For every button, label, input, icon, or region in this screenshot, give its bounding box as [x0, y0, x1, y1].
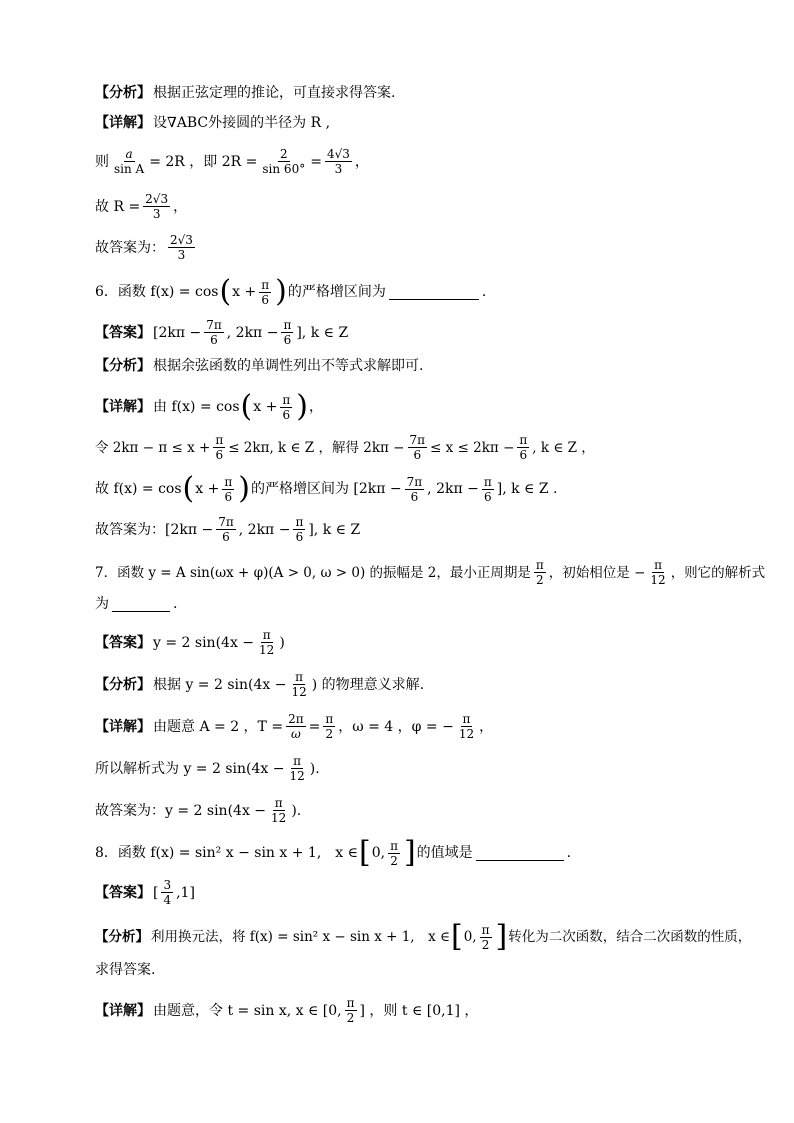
fraction: $\frac{7\pi}{6}$ — [409, 433, 426, 462]
answer-blank — [476, 846, 564, 861]
conclusion-6: 故 f(x) = cos ( x + $\frac{\pi}{6}$ ) 的严格增区间为 [2kπ − $\frac{7\pi}{6}$ , 2kπ − $\frac{\pi}{6}$ ], k ∈ Z . — [95, 471, 558, 506]
fraction: $\frac{\pi}{6}$ — [215, 433, 224, 462]
fraction: $\frac{\pi}{2}$ — [390, 838, 398, 868]
detail-tag: 【详解】 — [95, 1002, 151, 1019]
fraction: $\frac{\pi}{12}$ — [650, 558, 666, 587]
fraction: $\frac{\pi}{6}$ — [483, 474, 492, 504]
analysis-tag: 【分析】 — [95, 676, 151, 693]
fraction: $\frac{7\pi}{6}$ — [206, 318, 222, 347]
answer-tag: 【答案】 — [95, 884, 151, 901]
answer-tag: 【答案】 — [95, 324, 151, 341]
fraction: $\frac{\pi}{12}$ — [458, 712, 475, 741]
analysis-8-cont: 求得答案. — [95, 962, 156, 978]
question-6: 6．函数 f(x) = cos ( x + $\frac{\pi}{6}$ ) 的严格增区间为 . — [95, 274, 487, 309]
fraction: $\frac{\pi}{2}$ — [535, 558, 544, 587]
analysis-tag: 【分析】 — [95, 85, 151, 101]
answer-6: 【答案】 [2kπ − $\frac{7\pi}{6}$ , 2kπ − $\frac{\pi}{6}$ ], k ∈ Z — [95, 318, 349, 347]
answer-tag: 【答案】 — [95, 634, 151, 651]
question-7: 7．函数 y = A sin(ωx + φ)(A > 0, ω > 0) 的振幅是 2，最小正周期是 $\frac{\pi}{2}$ ，初始相位是 − $\frac{\pi}{12}$ ，则它的解析式 — [95, 558, 766, 587]
fraction: $\frac{\pi}{2}$ — [481, 922, 490, 952]
analysis-line-5: 【分析】 根据正弦定理的推论，可直接求得答案. — [95, 85, 396, 101]
formula-line-radius: 则 $\frac{a}{\text{sin A}}$ = 2R ，即 2R = $\frac{2}{\sin 60^\circ}$ = $\frac{4√3}{3}$ ， — [95, 147, 369, 176]
fraction: $\frac{2\pi}{\omega}$ — [288, 712, 304, 741]
detail-7: 【详解】 由题意 A = 2 ，T = $\frac{2\pi}{\omega}$ = $\frac{\pi}{2}$ ，ω = 4 ，φ = − $\frac{\pi}{12}$ ， — [95, 712, 494, 741]
fraction: $\frac{\pi}{12}$ — [259, 628, 275, 657]
fraction: $\frac{\pi}{2}$ — [325, 712, 334, 741]
fraction: $\frac{2√3}{3}$ — [170, 233, 193, 262]
fraction: $\frac{\pi}{6}$ — [261, 277, 270, 307]
fraction: $\frac{3}{4}$ — [163, 878, 172, 907]
question-8: 8．函数 f(x) = sin² x − sin x + 1, x ∈ [ 0, $\frac{\pi}{2}$ ] 的值域是 . — [95, 835, 572, 870]
detail-6: 【详解】 由 f(x) = cos ( x + $\frac{\pi}{6}$ ) ， — [95, 389, 323, 424]
answer-7: 【答案】 y = 2 sin(4x − $\frac{\pi}{12}$ ) — [95, 628, 285, 657]
fraction: $\frac{\pi}{12}$ — [271, 796, 287, 825]
fraction: $\frac{\pi}{12}$ — [291, 670, 307, 699]
analysis-tag: 【分析】 — [95, 358, 151, 374]
analysis-6: 【分析】 根据余弦函数的单调性列出不等式求解即可. — [95, 358, 424, 374]
radius-result-line: 故 R = $\frac{2√3}{3}$ ， — [95, 192, 188, 221]
final-answer-7: 故答案为：y = 2 sin(4x − $\frac{\pi}{12}$ ). — [95, 796, 302, 825]
fraction: $\frac{\pi}{6}$ — [519, 433, 528, 462]
inequality-6: 令 2kπ − π ≤ x + $\frac{\pi}{6}$ ≤ 2kπ, k ∈ Z ，解得 2kπ − $\frac{7\pi}{6}$ ≤ x ≤ 2kπ − $\frac{\pi}{6}$ , k ∈ Z ， — [95, 433, 595, 462]
detail-tag: 【详解】 — [95, 399, 151, 415]
fraction: $\frac{\pi}{6}$ — [282, 392, 291, 422]
answer-line-5: 故答案为： $\frac{2√3}{3}$ — [95, 233, 193, 262]
fraction: $\frac{2}{\sin 60^\circ}$ — [262, 147, 306, 176]
detail-line-5: 【详解】 设∇ABC外接圆的半径为 R , — [95, 115, 331, 131]
analysis-8: 【分析】 利用换元法，将 f(x) = sin² x − sin x + 1, x ∈ [ 0, $\frac{\pi}{2}$ ] 转化为二次函数，结合二次函数的性质， — [95, 919, 752, 954]
result-7: 所以解析式为 y = 2 sin(4x − $\frac{\pi}{12}$ ). — [95, 754, 320, 783]
answer-blank — [389, 285, 479, 300]
fraction: $\frac{7\pi}{6}$ — [218, 515, 234, 544]
final-answer-6: 故答案为：[2kπ − $\frac{7\pi}{6}$ , 2kπ − $\frac{\pi}{6}$ ], k ∈ Z — [95, 515, 361, 544]
detail-tag: 【详解】 — [95, 115, 151, 131]
fraction: $\frac{a}{\text{sin A}}$ — [114, 147, 145, 176]
fraction: $\frac{\pi}{6}$ — [224, 474, 233, 504]
fraction: $\frac{\pi}{2}$ — [346, 996, 355, 1025]
answer-8: 【答案】 [ $\frac{3}{4}$ ,1] — [95, 878, 195, 907]
fraction: $\frac{\pi}{6}$ — [295, 515, 304, 544]
fraction: $\frac{\pi}{12}$ — [289, 754, 305, 783]
analysis-tag: 【分析】 — [95, 929, 149, 945]
answer-blank — [112, 597, 170, 612]
analysis-7: 【分析】 根据 y = 2 sin(4x − $\frac{\pi}{12}$ ) 的物理意义求解. — [95, 670, 425, 699]
fraction: $\frac{4√3}{3}$ — [326, 147, 350, 176]
question-7-cont: 为 . — [95, 596, 178, 612]
fraction: $\frac{2√3}{3}$ — [145, 192, 169, 221]
detail-8: 【详解】 由题意，令 t = sin x, x ∈ [0, $\frac{\pi}{2}$ ] ，则 t ∈ [0,1] ， — [95, 996, 479, 1025]
detail-tag: 【详解】 — [95, 718, 151, 735]
fraction: $\frac{\pi}{6}$ — [283, 318, 292, 347]
fraction: $\frac{7\pi}{6}$ — [406, 474, 423, 504]
